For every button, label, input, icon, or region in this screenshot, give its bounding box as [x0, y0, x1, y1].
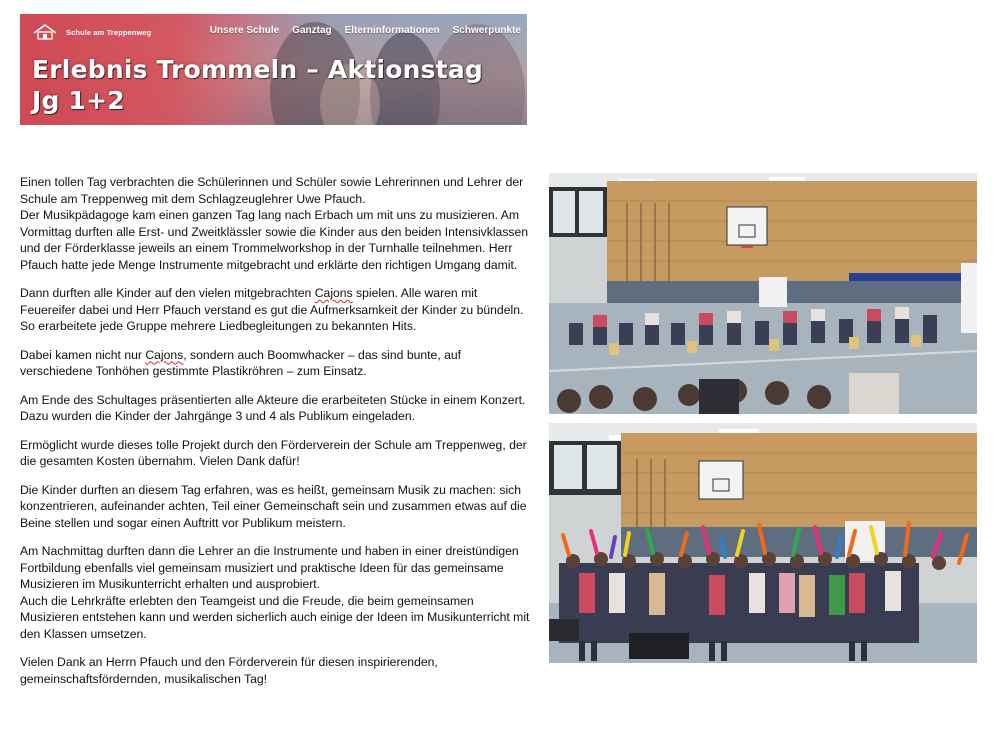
nav-item-elterninformationen[interactable]: Elterninformationen — [344, 25, 440, 36]
article-paragraph: Einen tollen Tag verbrachten die Schülerinnen und Schüler sowie Lehrerinnen und Lehrer der Schule am Treppenweg mit dem Schlagzeuglehrer Uwe Pfauch. — [20, 175, 524, 206]
article-paragraph — [20, 285, 532, 335]
article-paragraph: Die Kinder durften an diesem Tag erfahren, was es heißt, gemeinsam Musik zu machen: sich konzentrieren, aufeinander achten, Teil einer Gemeinschaft sein und zusammen etwas auf die Beine stellen und sogar einen Auftritt vor Publikum meistern. — [20, 482, 527, 530]
text-run: spielen. Alle waren mit Feuereifer dabei und Herr Pfauch verstand es gut die Aufmerksamkeit der Kinder zu bündeln. So erarbeitete jede Gruppe mehrere Liedbegleitungen zu bekannten Hits. — [20, 286, 524, 333]
article-paragraph: Auch die Lehrkräfte erlebten den Teamgeist und die Freude, die beim gemeinsamen Musizieren entstehen kann und werden sicherlich auch einige der Ideen im Musikunterricht mit den Klassen umsetzen. — [20, 593, 530, 641]
article-paragraph — [20, 347, 532, 380]
article-paragraph: Am Nachmittag durften dann die Lehrer an die Instrumente und haben in einer dreistündigen Fortbildung ebenfalls viel gemeinsam musiziert und praktische Ideen für das gemeinsame Musizieren im Musikunterricht erhalten und ausprobiert. — [20, 544, 519, 591]
school-name: Schule am Treppenweg — [66, 27, 152, 37]
article-paragraph: Der Musikpädagoge kam einen ganzen Tag lang nach Erbach um mit uns zu musizieren. Am Vormittag durften alle Erst- und Zweitklässler sowie die Kinder aus den beiden Intensivklassen und der Förderklasse jeweils an einem Trommelworkshop in der Turnhalle teilnehmen. Herr Pfauch hatte jede Menge Instrumente mitgebracht und erklärte den richtigen Umgang damit. — [20, 208, 529, 272]
article-paragraph: Ermöglicht wurde dieses tolle Projekt durch den Förderverein der Schule am Treppenweg, der die gesamten Kosten übernahm. Vielen Dank dafür! — [20, 437, 527, 468]
header-banner — [20, 14, 527, 125]
spellcheck-word: Cajons — [145, 347, 184, 362]
gym-boomwhacker-photo — [549, 423, 977, 663]
gym-cajon-illustration — [549, 173, 977, 414]
spellcheck-word: Cajons — [314, 286, 353, 300]
page-title: Erlebnis Trommeln – Aktionstag Jg 1+2 — [32, 55, 483, 115]
school-house-icon — [32, 23, 58, 41]
article-paragraph: Vielen Dank an Herrn Pfauch und den Förderverein für diesen inspirierenden, gemeinschaftsfördernden, musikalischen Tag! — [20, 655, 438, 686]
gym-boomwhacker-illustration — [549, 423, 977, 663]
text-run: Dabei kamen nicht nur — [20, 347, 146, 362]
text-run: , sondern auch Boomwhacker – das sind bunte, auf verschiedene Tonhöhen gestimmte Plastikröhren – zum Einsatz. — [20, 347, 462, 378]
text-run: Dann durften alle Kinder auf den vielen mitgebrachten — [20, 286, 315, 300]
gym-cajon-photo — [549, 173, 977, 414]
school-logo[interactable] — [32, 23, 151, 41]
nav-item-ganztag[interactable]: Ganztag — [292, 25, 332, 36]
nav-item-unsere-schule[interactable]: Unsere Schule — [209, 25, 280, 36]
article-body — [20, 174, 532, 699]
nav-item-schwerpunkte[interactable]: Schwerpunkte — [452, 25, 521, 36]
main-nav — [210, 25, 521, 36]
article-paragraph: Am Ende des Schultages präsentierten alle Akteure die erarbeiteten Stücke in einem Konzert. Dazu wurden die Kinder der Jahrgänge 3 und 4 als Publikum eingeladen. — [20, 392, 526, 423]
